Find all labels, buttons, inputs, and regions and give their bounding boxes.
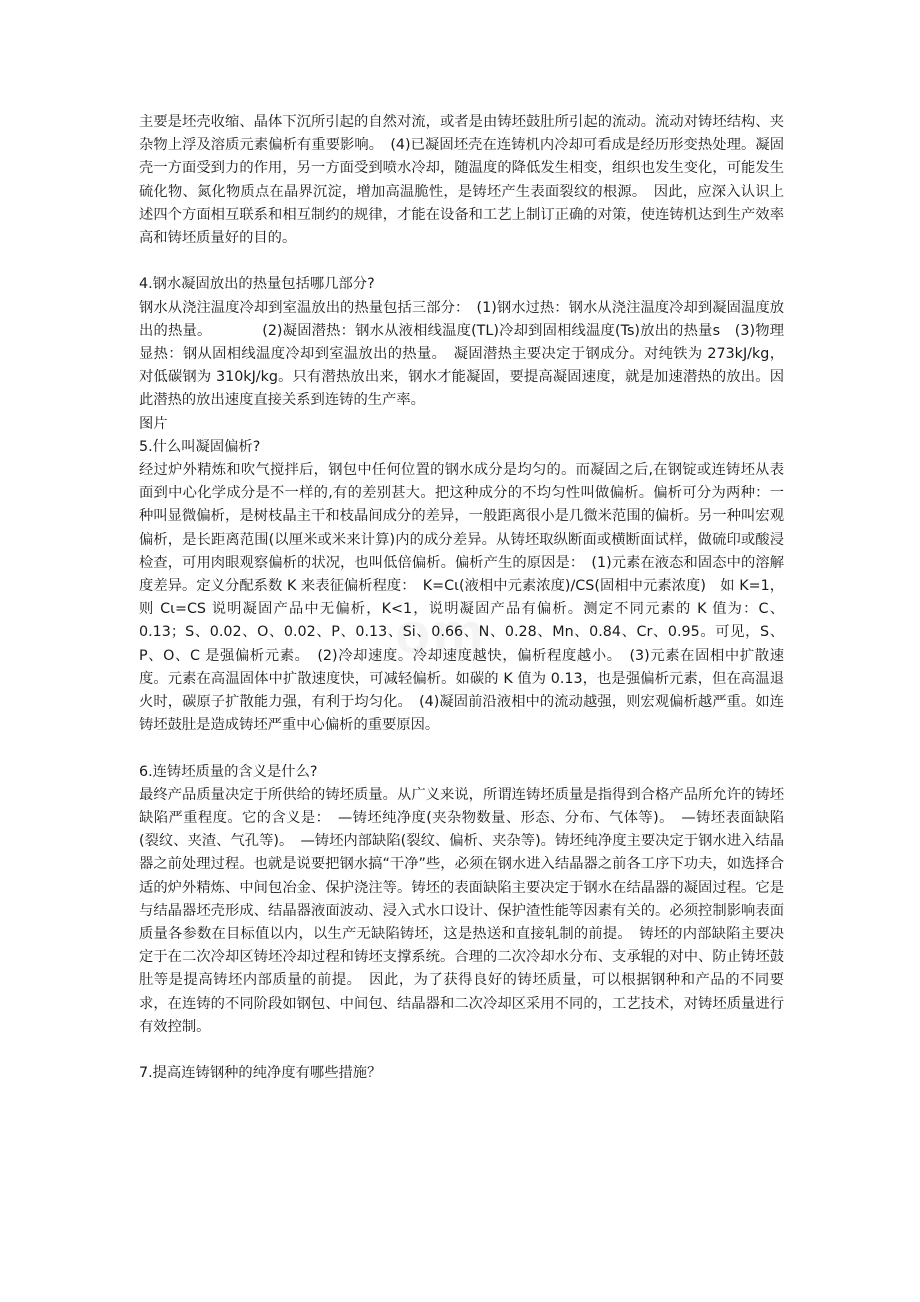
question-7-heading: 7.提高连铸钢种的纯净度有哪些措施？: [139, 1065, 382, 1082]
paragraph-spacer: [139, 250, 784, 273]
paragraph-spacer: [139, 1039, 784, 1062]
question-4-answer: 钢水从浇注温度冷却到室温放出的热量包括三部分： (1)钢水过热：钢水从浇注温度冷却到凝固温度放出的热量。 (2)凝固潜热：钢水从液相线温度(TL)冷却到固相线温度(Ts)放出的热量s (3)物理显热：钢从固相线温度冷却到室温放出的热量。 凝固潜热主要决定于钢成分。对纯铁为 273kJ/kg，对低碳钢为 310kJ/kg。只有潜热放出来，钢水才能凝固，要提高凝固速度，就是加速潜热的放出。因此潜热的放出速度直接关系到连铸的生产率。: [139, 299, 784, 409]
question-5-heading: 5.什么叫凝固偏析?: [139, 438, 261, 455]
paragraph-continuation: 主要是坯壳收缩、晶体下沉所引起的自然对流，或者是由铸坯鼓肚所引起的流动。流动对铸坯结构、夹杂物上浮及溶质元素偏析有重要影响。 (4)已凝固坯壳在连铸机内冷却可看成是经历形变热处理。凝固壳一方面受到力的作用，另一方面受到喷水冷却，随温度的降低发生相变，组织也发生变化，可能发生硫化物、氮化物质点在晶界沉淀，增加高温脆性，是铸坯产生表面裂纹的根源。 因此，应深入认识上述四个方面相互联系和相互制约的规律，才能在设备和工艺上制订正确的对策，使连铸机达到生产效率高和铸坯质量好的目的。: [139, 114, 784, 247]
question-6-answer: 最终产品质量决定于所供给的铸坯质量。从广义来说，所谓连铸坯质量是指得到合格产品所允许的铸坯缺陷严重程度。它的含义是： —铸坯纯净度(夹杂物数量、形态、分布、气体等)。 —铸坯表面缺陷(裂纹、夹渣、气孔等)。 —铸坯内部缺陷(裂纹、偏析、夹杂等)。铸坯纯净度主要决定于钢水进入结晶器之前处理过程。也就是说要把钢水搞“干净”些，必须在钢水进入结晶器之前各工序下功夫，如选择合适的炉外精炼、中间包冶金、保护浇注等。铸坯的表面缺陷主要决定于钢水在结晶器的凝固过程。它是与结晶器坯壳形成、结晶器液面波动、浸入式水口设计、保护渣性能等因素有关的。必须控制影响表面质量各参数在目标值以内，以生产无缺陷铸坯，这是热送和直接轧制的前提。 铸坯的内部缺陷主要决定于在二次冷却区铸坯冷却过程和铸坯支撑系统。合理的二次冷却水分布、支承辊的对中、防止铸坯鼓肚等是提高铸坯内部质量的前提。 因此，为了获得良好的铸坯质量，可以根据钢种和产品的不同要求，在连铸的不同阶段如钢包、中间包、结晶器和二次冷却区采用不同的，工艺技术，对铸坯质量进行有效控制。: [139, 786, 784, 1035]
document-body: [139, 111, 784, 1085]
question-5-answer: 经过炉外精炼和吹气搅拌后，钢包中任何位置的钢水成分是均匀的。而凝固之后,在钢锭或连铸坯从表面到中心化学成分是不一样的,有的差别甚大。把这种成分的不均匀性叫做偏析。偏析可分为两种：一种叫显微偏析，是树枝晶主干和枝晶间成分的差异，一般距离很小是几微米范围的偏析。另一种叫宏观偏析，是长距离范围(以厘米或米来计算)内的成分差异。从铸坯取纵断面或横断面试样，做硫印或酸浸检查，可用肉眼观察偏析的状况，也叫低倍偏析。偏析产生的原因是： (1)元素在液态和固态中的溶解度差异。定义分配系数 K 来表征偏析程度： K=Cι(液相中元素浓度)/CS(固相中元素浓度) 如 K=1，则 Cι=CS 说明凝固产品中无偏析，K<1，说明凝固产品有偏析。测定不同元素的 K 值为：C、0.13；S、0.02、O、0.02、P、0.13、Si、0.66、N、0.28、Mn、0.84、Cr、0.95。可见，S、P、O、C 是强偏析元素。 (2)冷却速度。冷却速度越快，偏析程度越小。 (3)元素在固相中扩散速度。元素在高温固体中扩散速度快，可减轻偏析。如碳的 K 值为 0.13，也是强偏析元素，但在高温退火时，碳原子扩散能力强，有利于均匀化。 (4)凝固前沿液相中的流动越强，则宏观偏析越严重。如连铸坯鼓肚是造成铸坯严重中心偏析的重要原因。: [139, 462, 784, 734]
question-6-heading: 6.连铸坯质量的含义是什么?: [139, 763, 318, 780]
paragraph-spacer: [139, 737, 784, 760]
image-placeholder-label: 图片: [139, 415, 168, 432]
question-4-heading: 4.钢水凝固放出的热量包括哪几部分?: [139, 276, 375, 293]
